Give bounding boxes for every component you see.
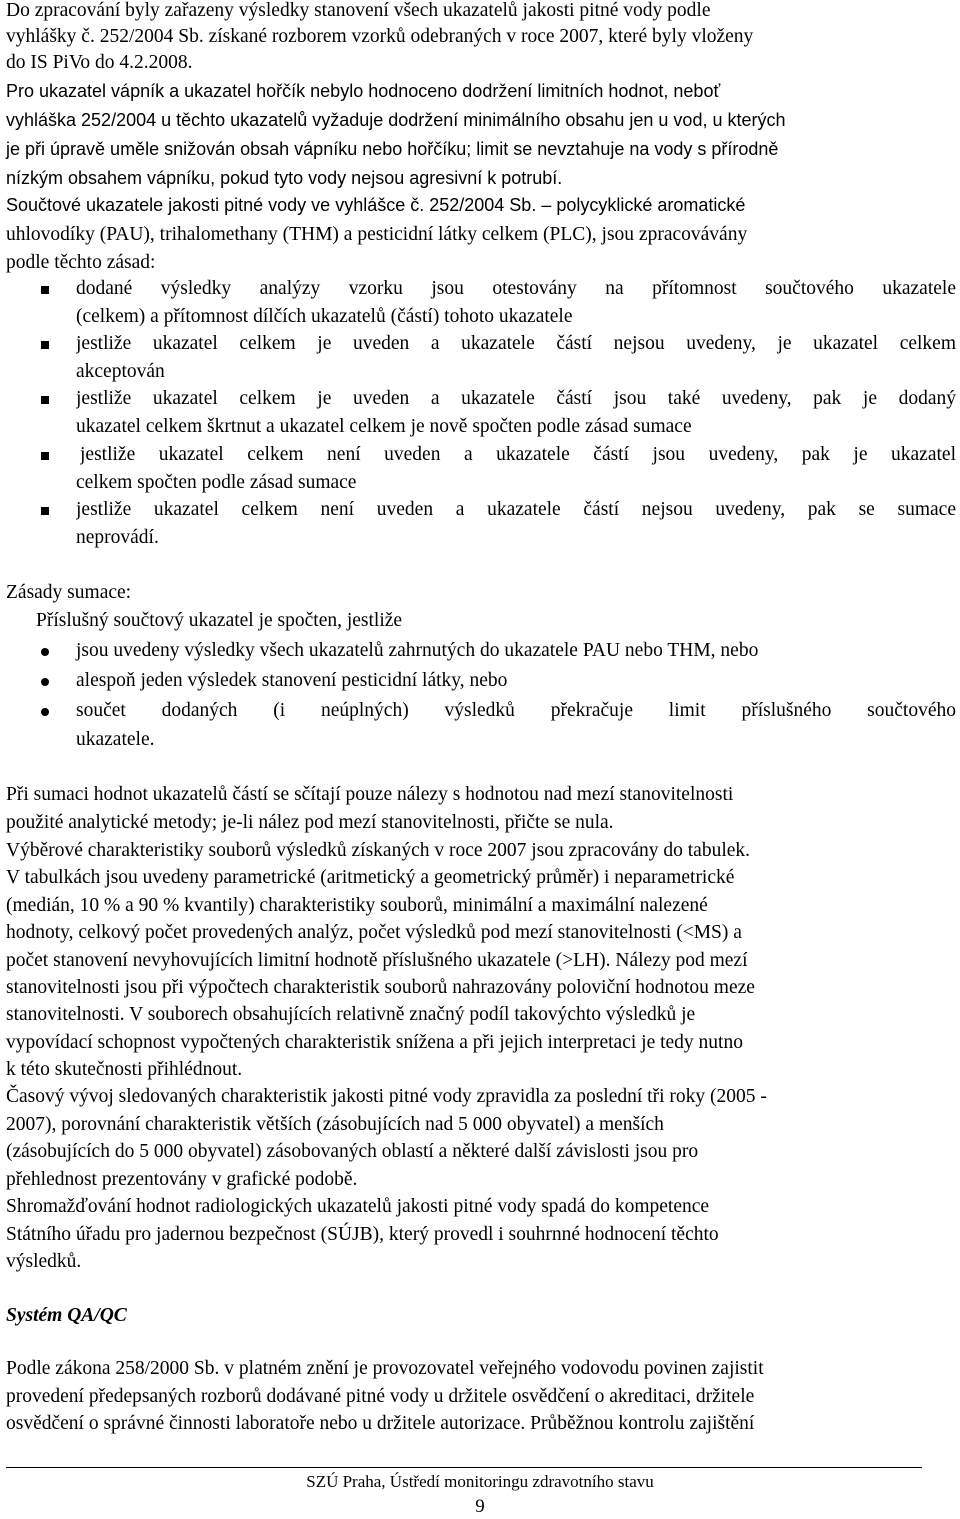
rule-3-line-1: jestliže ukazatel celkem je uveden a ukazatele částí jsou také uvedeny, pak je dodaný (76, 388, 956, 409)
body-line-13: 2007), porovnání charakteristik větších (zásobujících nad 5 000 obyvatel) a menších (6, 1114, 664, 1135)
square-bullet-icon (41, 286, 49, 294)
body-line-5: (medián, 10 % a 90 % kvantily) charakteristiky souborů, minimální a maximální nalezené (6, 895, 708, 916)
body-line-8: stanovitelnosti jsou při výpočtech charakteristik souborů nahrazovány poloviční hodnotou meze (6, 977, 755, 998)
zasady-item-1: jsou uvedeny výsledky všech ukazatelů zahrnutých do ukazatele PAU nebo THM, nebo (76, 640, 759, 661)
zasady-item-3-line-1: součet dodaných (i neúplných) výsledků překračuje limit příslušného součtového (76, 700, 956, 721)
intro-line-1: Do zpracování byly zařazeny výsledky stanovení všech ukazatelů jakosti pitné vody podle (6, 0, 711, 21)
soucty-line-3: podle těchto zásad: (6, 252, 156, 273)
body-line-6: hodnoty, celkový počet provedených analýz, počet výsledků pod mezí stanovitelnosti (<MS) a (6, 922, 742, 943)
footer-divider (6, 1467, 922, 1468)
section-heading-qa-qc: Systém QA/QC (6, 1305, 127, 1326)
round-bullet-icon (41, 648, 49, 656)
square-bullet-icon (41, 341, 49, 349)
intro-line-2: vyhlášky č. 252/2004 Sb. získané rozborem vzorků odebraných v roce 2007, které byly vloženy (6, 26, 754, 47)
round-bullet-icon (41, 678, 49, 686)
vapnik-line-4: nízkým obsahem vápníku, pokud tyto vody nejsou agresivní k potrubí. (6, 168, 563, 188)
zasady-item-3-line-2: ukazatele. (76, 729, 155, 750)
rule-3-line-2: ukazatel celkem škrtnut a ukazatel celkem je nově spočten podle zásad sumace (76, 416, 692, 437)
body-line-3: Výběrové charakteristiky souborů výsledků získaných v roce 2007 jsou zpracovány do tabulek. (6, 840, 751, 861)
rule-2-line-2: akceptován (76, 361, 165, 382)
soucty-line-1: Součtové ukazatele jakosti pitné vody ve vyhlášce č. 252/2004 Sb. – polycyklické aromatické (6, 195, 746, 215)
qa-line-3: osvědčení o správné činnosti laboratoře nebo u držitele autorizace. Průběžnou kontrolu zajištění (6, 1413, 755, 1434)
soucty-line-2: uhlovodíky (PAU), trihalomethany (THM) a pesticidní látky celkem (PLC), jsou zpracovávány (6, 224, 748, 245)
square-bullet-icon (41, 507, 49, 515)
rule-4-line-2: celkem spočten podle zásad sumace (76, 472, 357, 493)
body-line-11: k této skutečnosti přihlédnout. (6, 1059, 243, 1080)
zasady-title: Zásady sumace: (6, 582, 132, 603)
rule-1-line-1: dodané výsledky analýzy vzorku jsou otestovány na přítomnost součtového ukazatele (76, 278, 956, 299)
page-number: 9 (475, 1496, 485, 1517)
intro-line-3: do IS PiVo do 4.2.2008. (6, 52, 193, 73)
body-line-2: použité analytické metody; je-li nález pod mezí stanovitelnosti, přičte se nula. (6, 812, 614, 833)
zasady-subtitle: Příslušný součtový ukazatel je spočten, jestliže (36, 610, 403, 631)
square-bullet-icon (41, 396, 49, 404)
body-line-12: Časový vývoj sledovaných charakteristik jakosti pitné vody zpravidla za poslední tři roky (2005 - (6, 1086, 767, 1107)
body-line-7: počet stanovení nevyhovujících limitní hodnotě příslušného ukazatele (>LH). Nálezy pod mezí (6, 950, 748, 971)
body-line-14: (zásobujících do 5 000 obyvatel) zásobovaných oblastí a některé další závislosti jsou pro (6, 1141, 699, 1162)
body-line-10: vypovídací schopnost vypočtených charakteristik snížena a při jejich interpretaci je tedy nutno (6, 1032, 743, 1053)
page-footer: SZÚ Praha, Ústředí monitoringu zdravotního stavu (306, 1472, 654, 1491)
rule-5-line-2: neprovádí. (76, 527, 159, 548)
zasady-item-2: alespoň jeden výsledek stanovení pesticidní látky, nebo (76, 670, 508, 691)
body-line-16: Shromažďování hodnot radiologických ukazatelů jakosti pitné vody spadá do kompetence (6, 1196, 710, 1217)
body-line-18: výsledků. (6, 1251, 82, 1272)
rule-5-line-1: jestliže ukazatel celkem není uveden a ukazatele částí nejsou uvedeny, pak se sumace (76, 499, 956, 520)
rule-2-line-1: jestliže ukazatel celkem je uveden a ukazatele částí nejsou uvedeny, je ukazatel celkem (76, 333, 956, 354)
vapnik-line-3: je při úpravě uměle snižován obsah vápníku nebo hořčíku; limit se nevztahuje na vody s přírodně (6, 139, 779, 159)
body-line-9: stanovitelnosti. V souborech obsahujících relativně značný podíl takovýchto výsledků je (6, 1004, 696, 1025)
body-line-4: V tabulkách jsou uvedeny parametrické (aritmetický a geometrický průměr) i neparametrické (6, 867, 735, 888)
body-line-17: Státního úřadu pro jadernou bezpečnost (SÚJB), který provedl i souhrnné hodnocení těchto (6, 1224, 719, 1245)
rule-4-line-1: jestliže ukazatel celkem není uveden a ukazatele částí jsou uvedeny, pak je ukazatel (80, 444, 956, 465)
vapnik-line-1: Pro ukazatel vápník a ukazatel hořčík nebylo hodnoceno dodržení limitních hodnot, neboť (6, 81, 721, 101)
square-bullet-icon (41, 452, 49, 460)
round-bullet-icon (41, 708, 49, 716)
qa-line-1: Podle zákona 258/2000 Sb. v platném znění je provozovatel veřejného vodovodu povinen zajistit (6, 1358, 764, 1379)
body-line-1: Při sumaci hodnot ukazatelů částí se sčítají pouze nálezy s hodnotou nad mezí stanovitelnosti (6, 784, 734, 805)
vapnik-line-2: vyhláška 252/2004 u těchto ukazatelů vyžaduje dodržení minimálního obsahu jen u vod, u kterých (6, 110, 786, 130)
body-line-15: přehlednost prezentovány v grafické podobě. (6, 1169, 358, 1190)
qa-line-2: provedení předepsaných rozborů dodávané pitné vody u držitele osvědčení o akreditaci, držitele (6, 1386, 755, 1407)
rule-1-line-2: (celkem) a přítomnost dílčích ukazatelů (částí) tohoto ukazatele (76, 306, 573, 327)
